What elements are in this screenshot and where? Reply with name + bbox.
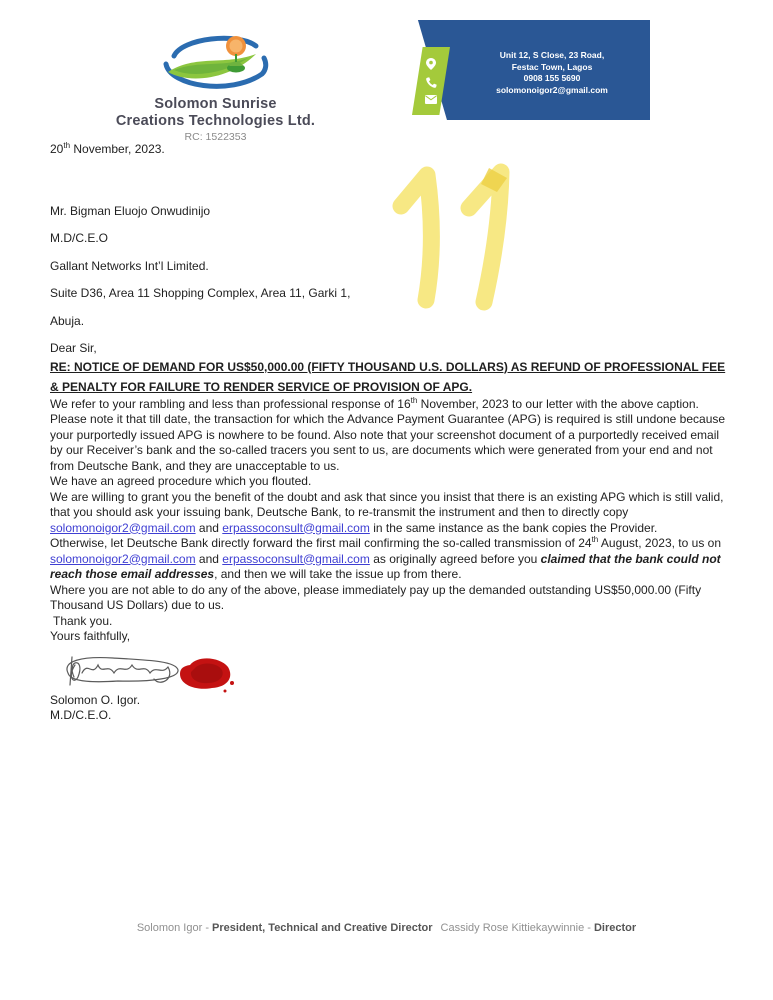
closing-line: Yours faithfully, [50,629,131,643]
location-pin-icon [426,58,436,70]
card-phone: 0908 155 5690 [523,73,581,83]
card-address-line2: Festac Town, Lagos [511,61,593,72]
paragraph-2: Please note it that till date, the transaction for which the Advance Payment Guarantee (APG) is required is still undone because your purportedly issued APG is nowhere to be found. Also note that your screenshot document of a purportedly received email by our Receiver’s bank and the so-called tracers you sent to us, are documents which were generated from your end and not from Deutsche Bank, and they are unacceptable to us. [50,412,726,473]
date-line: 20th November, 2023. [50,141,165,156]
date-ordinal: th [63,141,71,150]
card-address-line1: Unit 12, S Close, 23 Road, [499,50,605,60]
paragraph-5: Otherwise, let Deutsche Bank directly forward the first mail confirming the so-called transmission of 24th August, 2023, to us on solomonoigor2@gmail.com and erpassoconsult@gmail.com as originally agreed before you claimed that the bank could not reach those email addresses, and then we will take the issue up from there. [50,535,721,581]
company-name-line2: Creations Technologies Ltd. [115,113,316,129]
company-logo-icon [160,30,272,96]
letter-body [50,142,726,724]
signature-row [50,649,726,693]
recipient-line: M.D/C.E.O [50,231,109,245]
salutation: Dear Sir, [50,341,97,355]
paragraph-1: We refer to your rambling and less than professional response of 16th November, 2023 to our letter with the above caption. [50,395,699,411]
email-link-solomonoigor2[interactable]: solomonoigor2@gmail.com [50,520,196,535]
company-registration-number: RC: 1522353 [184,131,247,143]
page-footer: Solomon Igor - President, Technical and Creative Director Cassidy Rose Kittiekaywinnie - Director [136,922,637,934]
red-ink-seal [170,655,242,695]
subject-line: RE: NOTICE OF DEMAND FOR US$50,000.00 (FIFTY THOUSAND U.S. DOLLARS) AS REFUND OF PROFESSIONAL FEE & PENALTY FOR FAILURE TO RENDER SERVICE OF PROVISION OF APG. [50,359,726,394]
signature-scribble [58,651,186,691]
paragraph-6: Where you are not able to do any of the above, please immediately pay up the demanded outstanding US$50,000.00 (Fifty Thousand US Dollars) due to us. [50,582,702,612]
thank-you-line: Thank you. [53,613,113,628]
contact-card-text [462,50,642,96]
email-link-erpassoconsult[interactable]: erpassoconsult@gmail.com [222,520,370,535]
recipient-line: Mr. Bigman Eluojo Onwudinijo [50,203,211,218]
recipient-line: Gallant Networks Int’l Limited. [50,258,209,273]
signer-name: Solomon O. Igor. [50,692,141,707]
email-link-erpassoconsult[interactable]: erpassoconsult@gmail.com [222,551,370,566]
email-link-solomonoigor2[interactable]: solomonoigor2@gmail.com [50,551,196,566]
paragraph-3: We have an agreed procedure which you flouted. [50,474,312,488]
company-name [108,96,323,130]
footer-name-1: Solomon Igor [136,922,203,934]
card-email: solomonoigor2@gmail.com [496,84,608,95]
company-logo-block [108,30,323,143]
envelope-icon [425,95,437,104]
phone-icon [426,77,437,88]
recipient-address-block [50,204,726,330]
recipient-line: Abuja. [50,313,85,328]
paragraph-4: We are willing to grant you the benefit of the doubt and ask that since you insist that there is an existing APG which is still valid, that you should ask your issuing bank, Deutsche Bank, to re-transmit the instrument and then to directly copy solomonoigor2@gmail.com and erpassoconsult@gmail.com in the same instance as the bank copies the Provider. [50,489,724,535]
footer-name-2: Cassidy Rose Kittiekaywinnie [440,922,585,934]
contact-card [410,20,650,120]
footer-role-2: Director [593,922,637,934]
emphasis-claim: claimed that the bank could not reach those email addresses [50,551,721,581]
recipient-line: Suite D36, Area 11 Shopping Complex, Area 11, Garki 1, [50,286,351,300]
company-name-line1: Solomon Sunrise [154,96,277,112]
signer-title: M.D/C.E.O. [50,708,112,722]
footer-role-1: President, Technical and Creative Director [212,922,433,934]
